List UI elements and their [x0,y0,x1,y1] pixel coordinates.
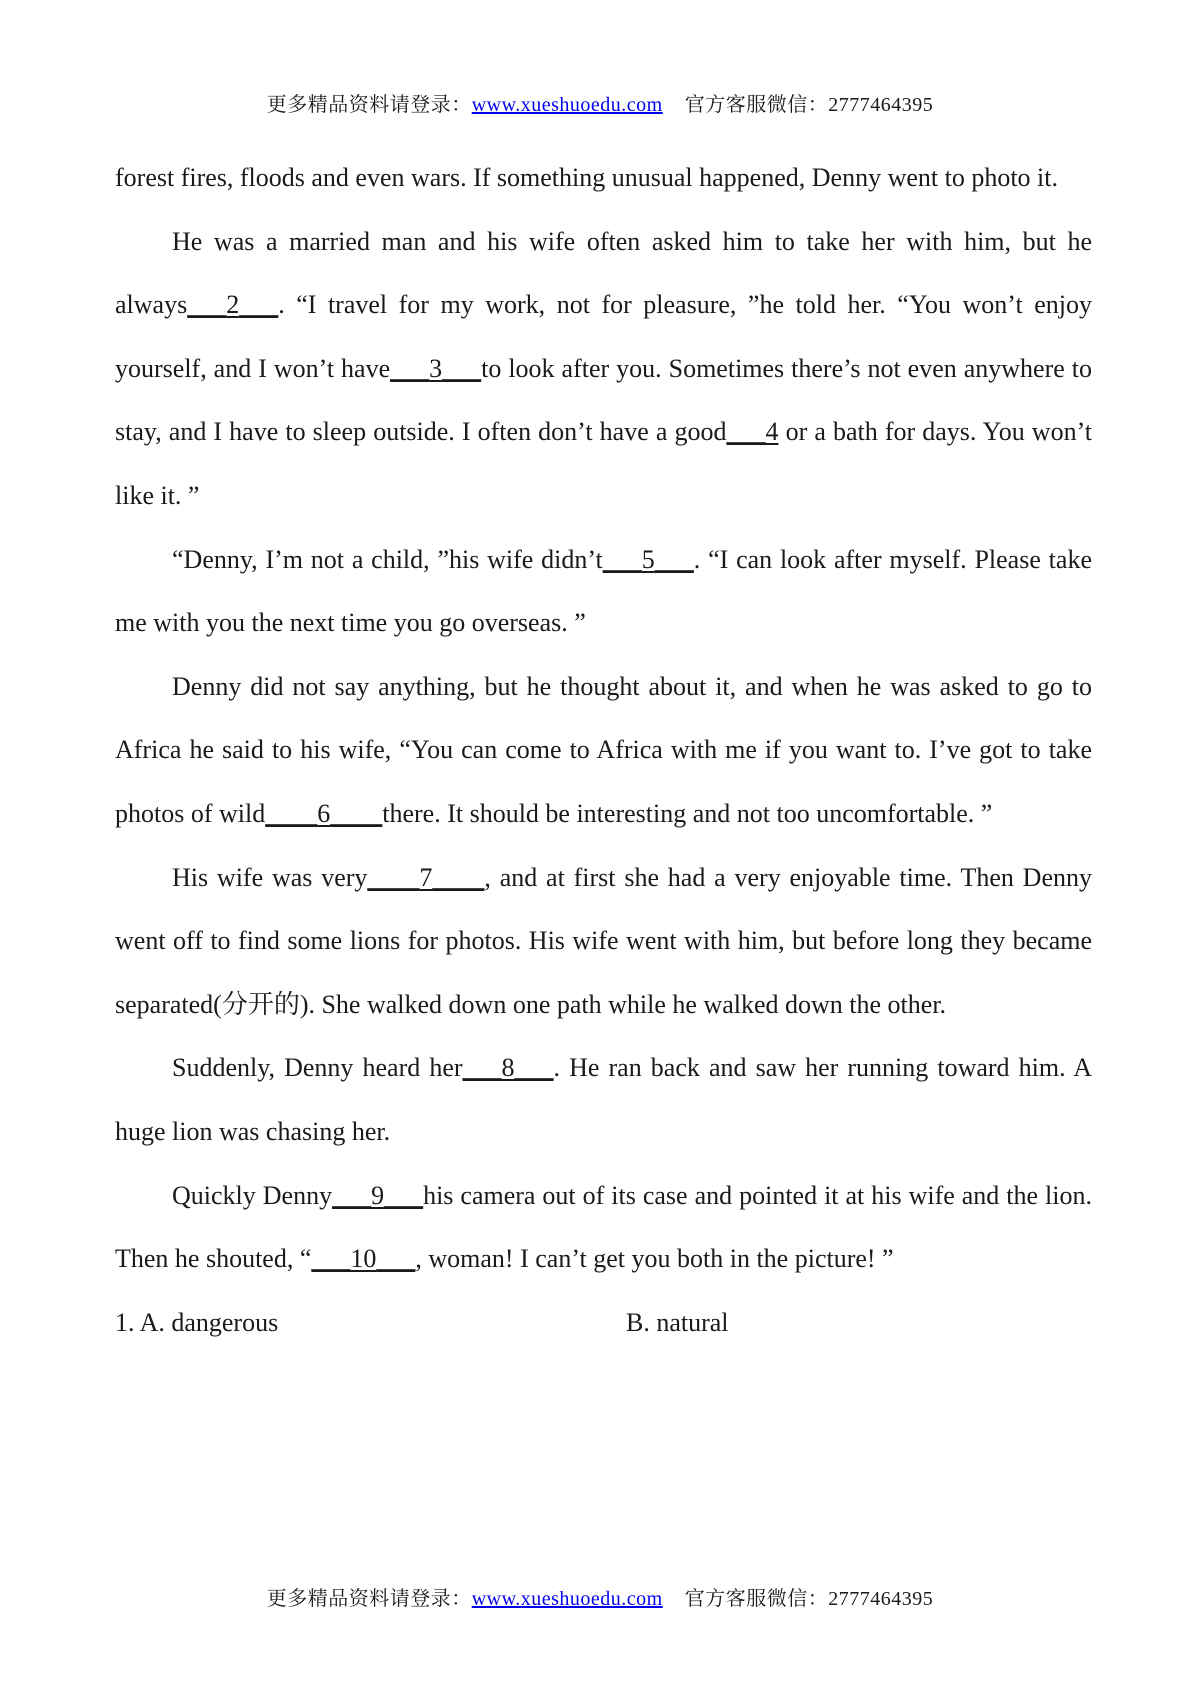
paragraph-text: He was a married man and his wife often asked him to take her with him, but he always [115,226,1092,320]
passage [115,146,1092,1354]
paragraph-text: , and at first she had a very enjoyable time. Then Denny went off to find some lions for photos. His wife went with him, but before long they became separated(分开的). She walked down one path while he walked down the other. [115,862,1092,1019]
blank-2: ___2___ [187,290,279,320]
paragraph-text: , woman! I can’t get you both in the picture! ” [415,1244,894,1274]
paragraph-text: there. It should be interesting and not too uncomfortable. ” [382,798,993,828]
paragraph-6 [115,1036,1092,1163]
blank-9: ___9___ [332,1180,424,1210]
blank-8: ___8___ [462,1053,554,1083]
blank-4: ___4 [726,417,779,447]
paragraph-text: His wife was very [172,862,368,892]
page-header [0,88,1200,117]
paragraph-1: forest fires, floods and even wars. If something unusual happened, Denny went to photo it. [115,163,1059,192]
header-website-link[interactable]: www.xueshuoedu.com [471,94,663,116]
header-prefix: 更多精品资料请登录： [266,94,472,116]
header-service-contact: 官方客服微信：2777464395 [684,94,934,116]
paragraph-text: Suddenly, Denny heard her [172,1053,463,1083]
footer-service-contact: 官方客服微信：2777464395 [684,1588,934,1610]
paragraph-text: . He ran back and saw her running toward him. A huge lion was chasing her. [115,1053,1093,1146]
blank-5: ___5___ [602,544,694,574]
paragraph-text: . “I travel for my work, not for pleasure, ”he told her. “You won’t enjoy yourself, and I won’t have [115,290,1092,383]
blank-10: ___10___ [311,1244,416,1274]
footer-prefix: 更多精品资料请登录： [266,1588,472,1610]
paragraph-5 [115,846,1092,1037]
blank-7: ____7____ [367,862,485,892]
paragraph-text: “Denny, I’m not a child, ”his wife didn’t [172,544,603,574]
paragraph-4 [115,655,1092,846]
question-number: 1. [115,1307,135,1337]
question-1-options [115,1291,1092,1355]
question-1-option-b: B. natural [626,1307,729,1337]
paragraph-text: Quickly Denny [172,1180,333,1210]
footer-website-link[interactable]: www.xueshuoedu.com [471,1588,663,1610]
paragraph-3 [115,528,1092,655]
blank-6: ____6____ [265,798,383,828]
blank-3: ___3___ [390,353,482,383]
question-1-option-a [115,1291,626,1355]
paragraph-text: to look after you. Sometimes there’s not even anywhere to stay, and I have to sleep outside. I often don’t have a good [115,353,1092,447]
paragraph-text: Denny did not say anything, but he thought about it, and when he was asked to go to Africa he said to his wife, “You can come to Africa with me if you want to. I’ve got to take photos of wild [115,671,1092,828]
paragraph-2 [115,210,1092,528]
paragraph-text: . “I can look after myself. Please take me with you the next time you go overseas. ” [115,544,1092,638]
option-a-text: A. dangerous [139,1307,279,1337]
paragraph-text: his camera out of its case and pointed it at his wife and the lion. Then he shouted, “ [115,1180,1092,1274]
paragraph-text: or a bath for days. You won’t like it. ” [115,417,1093,510]
page-footer [0,1582,1200,1611]
paragraph-7 [115,1164,1092,1291]
